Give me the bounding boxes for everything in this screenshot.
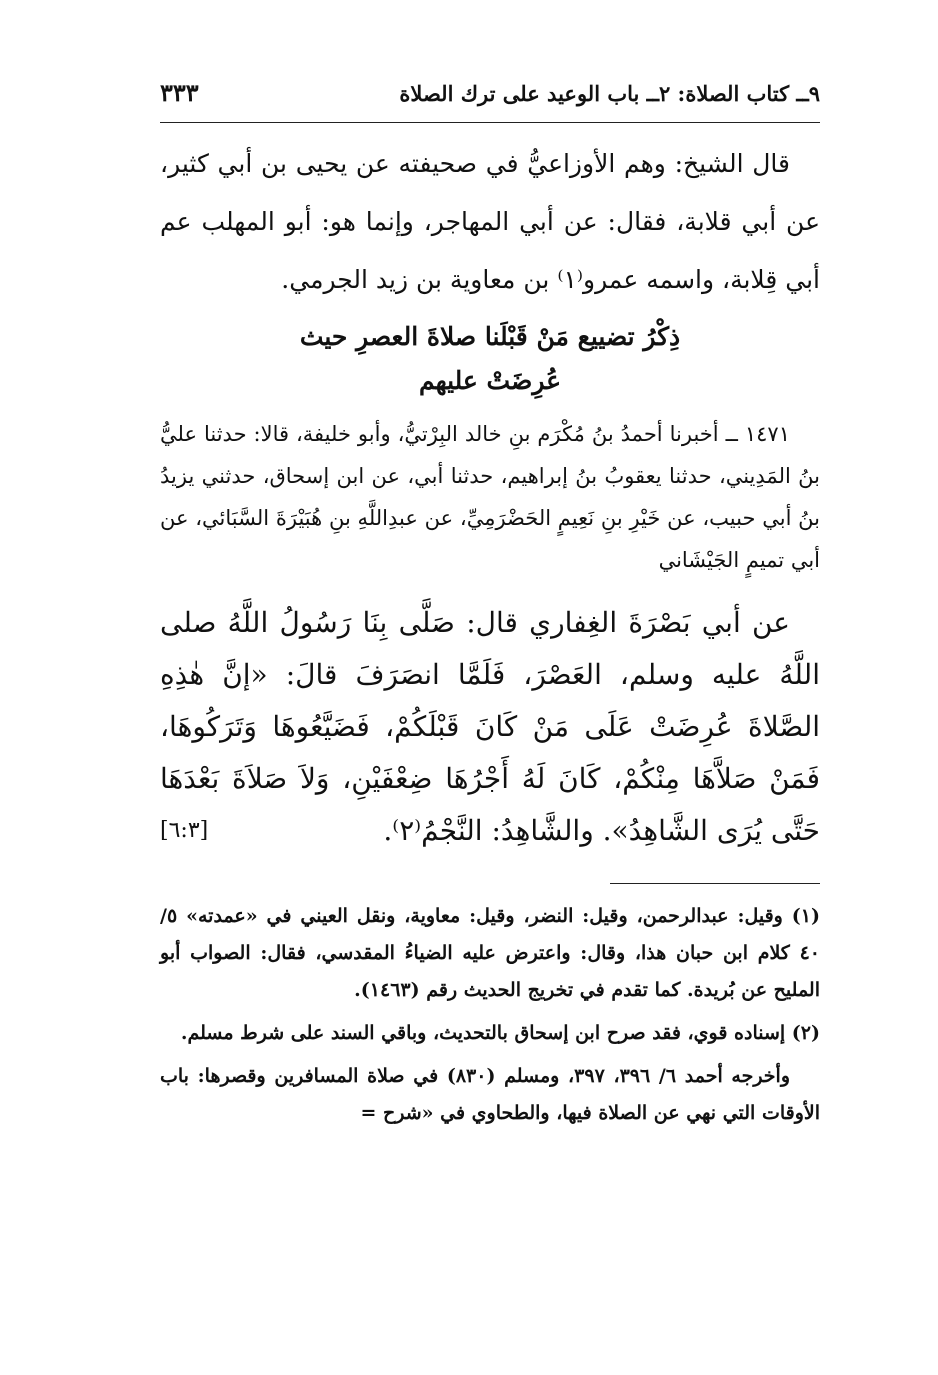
footnote-2: (٢) إسناده قوي، فقد صرح ابن إسحاق بالتحديث، وباقي السند على شرط مسلم. xyxy=(180,1022,820,1044)
footnotes xyxy=(160,898,820,1132)
section-heading-line-2: عُرِضَتْ عليهم xyxy=(418,366,562,395)
page-number: ٣٣٣ xyxy=(160,78,199,107)
body-text xyxy=(160,135,820,309)
footnote-divider xyxy=(610,883,820,884)
footnote-2-continued: وأخرجه أحمد ٦/ ٣٩٦، ٣٩٧، ومسلم (٨٣٠) في صلاة المسافرين وقصرها: باب الأوقات التي نهي عن الصلاة فيها، والطحاوي في «شرح = xyxy=(160,1065,820,1124)
footnote-1: (١) وقيل: عبدالرحمن، وقيل: النضر، وقيل: معاوية، ونقل العيني في «عمدته» ٥/ ٤٠ كلام ابن حبان هذا، وقال: واعترض عليه الضياءُ المقدسي، فقال: الصواب أبو المليح عن بُريدة. كما تقدم في تخريج الحديث رقم (١٤٦٣). xyxy=(160,905,820,1001)
matn-text xyxy=(160,597,820,857)
chapter-title: ٩ــ كتاب الصلاة: ٢ــ باب الوعيد على ترك الصلاة xyxy=(399,81,820,106)
section-heading-line-1: ذِكْرُ تضييع مَنْ قَبْلَنا صلاةَ العصرِ حيث xyxy=(299,322,681,351)
running-head xyxy=(160,78,820,123)
paragraph-sheikh-comment: قال الشيخ: وهم الأوزاعيُّ في صحيفته عن يحيى بن أبي كثير، عن أبي قلابة، فقال: عن أبي المهاجر، وإنما هو: أبو المهلب عم أبي قِلابة، واسمه عمرو⁽١⁾ بن معاوية بن زيد الجرمي. xyxy=(160,149,820,294)
matn-body: عن أبي بَصْرَةَ الغِفاري قال: صَلَّى بِنَا رَسُولُ اللَّهُ صلى اللَّهُ عليه وسلم، العَصْرَ، فَلَمَّا انصَرَفَ قالَ: «إنَّ هٰذِهِ الصَّلاةَ عُرِضَتْ عَلَى مَنْ كَانَ قَبْلَكُمْ، فَضَيَّعُوهَا وَتَرَكُوهَا، فَمَنْ صَلاَّهَا مِنْكُمْ، كَانَ لَهُ أَجْرُهَا ضِعْفَيْنِ، وَلاَ صَلاَةَ بَعْدَهَا حَتَّى يُرَى الشَّاهِدُ». والشَّاهِدُ: النَّجْمُ⁽٢⁾. xyxy=(160,606,820,847)
hadith-grade: [٦:٣] xyxy=(160,818,209,843)
hadith-matn xyxy=(160,597,820,857)
book-page xyxy=(160,78,820,1138)
section-heading xyxy=(160,315,820,403)
hadith-isnad xyxy=(160,413,820,581)
isnad-text: ١٤٧١ ــ أخبرنا أحمدُ بنُ مُكْرَم بنِ خالد البِرْتيُّ، وأبو خليفة، قالا: حدثنا عليُّ بنُ المَدِيني، حدثنا يعقوبُ بنُ إبراهيم، حدثنا أبي، عن ابن إسحاق، حدثني يزيدُ بنُ أبي حبيب، عن خَيْرِ بنِ نَعِيمٍ الحَضْرَمِيِّ، عن عبدِاللَّهِ بنِ هُبَيْرَةَ السَّبَائي، عن أبي تميمٍ الجَيْشَاني xyxy=(160,422,820,572)
